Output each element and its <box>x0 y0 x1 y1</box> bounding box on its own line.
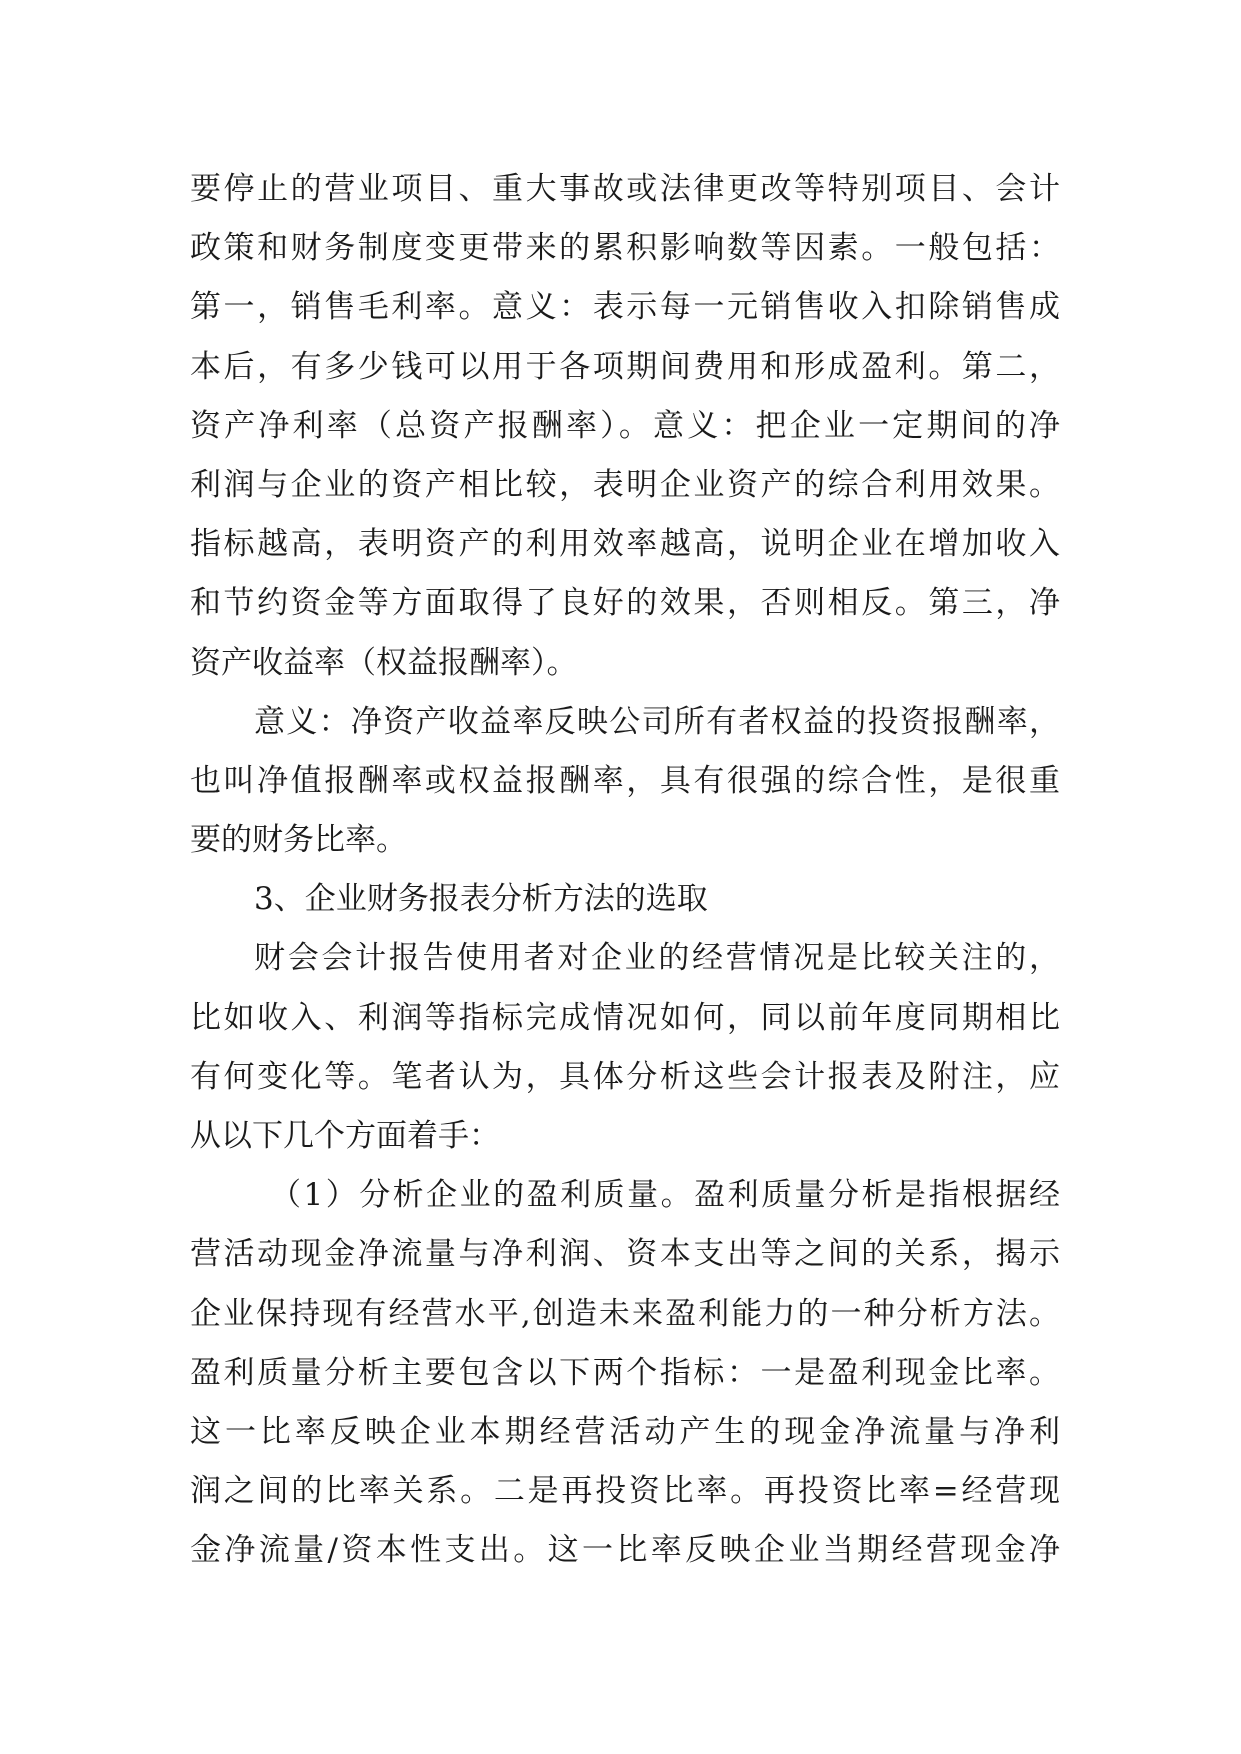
body-text-line: 资产净利率（总资产报酬率）。意义：把企业一定期间的净 <box>190 407 1060 444</box>
body-text-line: 从以下几个方面着手： <box>190 1118 500 1154</box>
body-text-line: 金净流量/资本性支出。这一比率反映企业当期经营现金净 <box>190 1532 1060 1569</box>
body-text-line: 企业保持现有经营水平,创造未来盈利能力的一种分析方法。 <box>190 1295 1060 1332</box>
body-text-line: 第一，销售毛利率。意义：表示每一元销售收入扣除销售成 <box>190 289 1060 326</box>
section-heading: 3、企业财务报表分析方法的选取 <box>254 881 708 918</box>
body-text-line: 利润与企业的资产相比较，表明企业资产的综合利用效果。 <box>190 466 1060 503</box>
body-text-line: 要停止的营业项目、重大事故或法律更改等特别项目、会计 <box>190 171 1060 207</box>
body-text-line: 要的财务比率。 <box>190 822 407 859</box>
body-text-line: 政策和财务制度变更带来的累积影响数等因素。一般包括： <box>190 230 1060 267</box>
body-text-line: 本后，有多少钱可以用于各项期间费用和形成盈利。第二， <box>190 348 1060 385</box>
paragraph-first-line: （1）分析企业的盈利质量。盈利质量分析是指根据经 <box>270 1177 1060 1214</box>
body-text-line: 也叫净值报酬率或权益报酬率，具有很强的综合性，是很重 <box>190 762 1060 799</box>
body-text-line: 指标越高，表明资产的利用效率越高，说明企业在增加收入 <box>190 526 1060 563</box>
document-body <box>190 160 1060 1581</box>
body-text-line: 有何变化等。笔者认为，具体分析这些会计报表及附注，应 <box>190 1058 1060 1095</box>
paragraph-first-line: 财会会计报告使用者对企业的经营情况是比较关注的， <box>254 940 1060 977</box>
body-text-line: 比如收入、利润等指标完成情况如何，同以前年度同期相比 <box>190 999 1060 1036</box>
paragraph-first-line: 意义：净资产收益率反映公司所有者权益的投资报酬率， <box>254 703 1060 740</box>
body-text-line: 润之间的比率关系。二是再投资比率。再投资比率=经营现 <box>190 1473 1060 1510</box>
body-text-line: 盈利质量分析主要包含以下两个指标：一是盈利现金比率。 <box>190 1354 1060 1391</box>
body-text-line: 这一比率反映企业本期经营活动产生的现金净流量与净利 <box>190 1413 1060 1450</box>
body-text-line: 资产收益率（权益报酬率）。 <box>190 644 578 681</box>
body-text-line: 和节约资金等方面取得了良好的效果，否则相反。第三，净 <box>190 585 1060 622</box>
body-text-line: 营活动现金净流量与净利润、资本支出等之间的关系，揭示 <box>190 1236 1060 1273</box>
